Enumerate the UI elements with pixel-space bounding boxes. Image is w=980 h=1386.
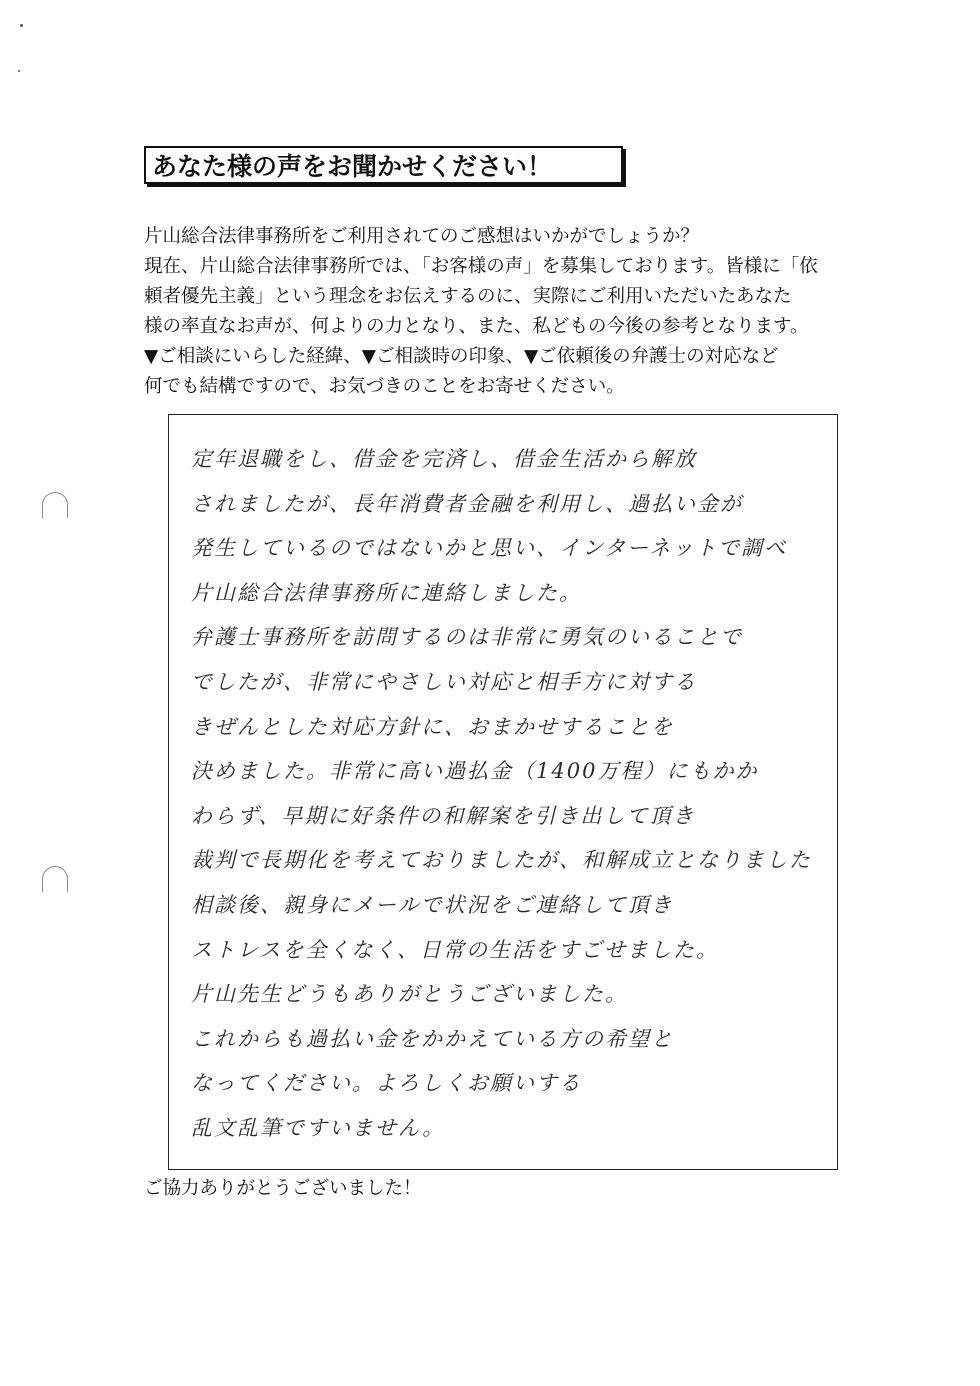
punch-hole-mark [42,492,68,518]
scan-speck [18,70,20,72]
handwritten-line: ストレスを全くなく、日常の生活をすごせました。 [191,937,719,962]
intro-line: 現在、片山総合法律事務所では、「お客様の声」を募集しております。皆様に「依 [144,256,818,277]
intro-line: ▼ご相談にいらした経緯、▼ご相談時の印象、▼ご依頼後の弁護士の対応など [144,346,779,367]
intro-line: 様の率直なお声が、何よりの力となり、また、私どもの今後の参考となります。 [144,316,809,337]
handwritten-line: 発生しているのではないかと思い、インターネットで調べ [191,536,788,561]
intro-line: 何でも結構ですので、お気づきのことをお寄せください。 [144,376,625,397]
handwritten-line: わらず、早期に好条件の和解案を引き出して頂き [191,803,696,828]
handwritten-comment-box [168,414,838,1170]
handwritten-line: 定年退職をし、借金を完済し、借金生活から解放 [191,447,697,471]
scan-speck [20,24,23,27]
title-box [144,146,623,184]
page-title: あなた様の声をお聞かせください！ [152,152,553,181]
handwritten-line: されましたが、長年消費者金融を利用し、過払い金が [191,491,743,516]
handwritten-line: 裁判で長期化を考えておりましたが、和解成立となりました [191,848,812,873]
intro-line: 頼者優先主義」という理念をお伝えするのに、実際にご利用いただいたあなた [144,286,792,307]
handwritten-line: 弁護士事務所を訪問するのは非常に勇気のいることで [191,625,743,650]
handwritten-line: これからも過払い金をかかえている方の希望と [191,1026,674,1051]
handwritten-line: 決めました。非常に高い過払金（1400万程）にもかか [191,759,759,784]
intro-paragraph [144,222,848,402]
handwritten-line: 片山総合法律事務所に連絡しました。 [191,580,582,605]
handwritten-line: 片山先生どうもありがとうございました。 [191,982,628,1007]
handwritten-line: 乱文乱筆ですいません。 [191,1115,446,1140]
handwritten-line: 相談後、親身にメールで状況をご連絡して頂き [191,892,674,917]
handwritten-comment [191,437,821,1151]
handwritten-line: きぜんとした対応方針に、おまかせすることを [191,714,674,739]
punch-hole-mark [42,866,68,892]
closing-message: ご協力ありがとうございました！ [144,1178,422,1199]
intro-line: 片山総合法律事務所をご利用されてのご感想はいかがでしょうか？ [144,226,700,247]
handwritten-line: でしたが、非常にやさしい対応と相手方に対する [191,669,697,694]
handwritten-line: なってください。よろしくお願いする [191,1071,582,1096]
